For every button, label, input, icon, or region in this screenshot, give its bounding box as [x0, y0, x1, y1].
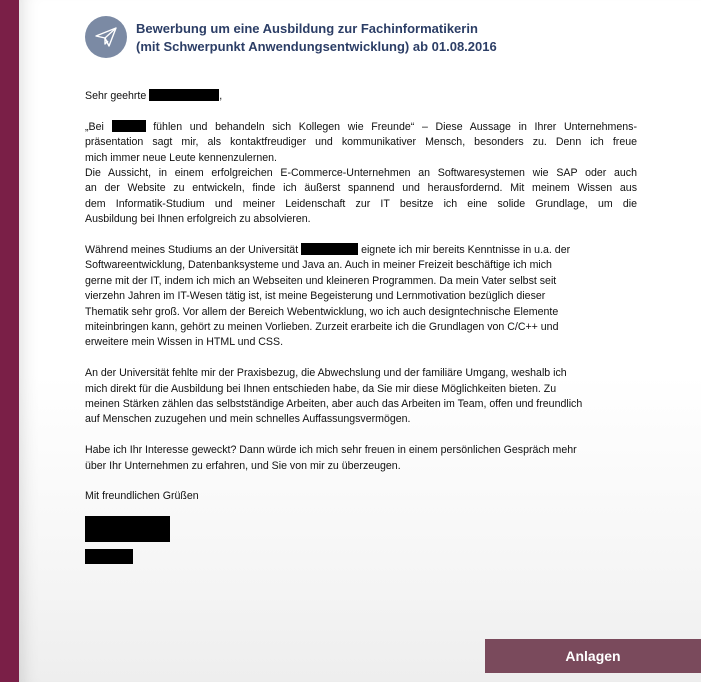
p3-line-3: meinen Stärken zählen das selbstständige Arbeiten, aber auch das Arbeiten im Team, offen und freundlich [85, 398, 583, 411]
p2-line-1 [85, 243, 637, 258]
letter-body [85, 89, 637, 505]
letter-header [85, 16, 645, 60]
salutation-comma: , [219, 90, 223, 102]
p4-line-1: Habe ich Ihr Interesse geweckt? Dann würde ich mich sehr freuen in einem persönlichen Gespräch mehr [85, 444, 577, 457]
p1-line-1 [85, 120, 637, 135]
salutation-text: Sehr geehrte [85, 90, 147, 102]
redacted-company [112, 120, 146, 132]
redacted-name [149, 89, 219, 101]
p2-line-7: erweitere mein Wissen in HTML und CSS. [85, 336, 284, 349]
p1-line-4: Die Aussicht, in einem erfolgreichen E-Commerce-Unternehmen an Softwaresystemen wie SAP oder auch [85, 167, 637, 180]
anlagen-button[interactable] [485, 639, 701, 673]
p2-line-3: gerne mit der IT, indem ich mich an Webseiten und kleineren Programmen. Da mein Vater selbst seit [85, 274, 557, 287]
p2-line-2: Softwareentwicklung, Datenbanksysteme und Java an. Auch in meiner Freizeit beschäftige ich mich [85, 259, 552, 272]
p1-l1-a: „Bei [85, 120, 104, 133]
p4-line-2: über Ihr Unternehmen zu erfahren, und Sie von mir zu überzeugen. [85, 459, 401, 472]
p2-line-4: vierzehn Jahren im IT-Wesen tätig ist, ist meine Begeisterung und Lernmotivation bezüglich dieser [85, 290, 546, 303]
paragraph-4 [85, 443, 637, 474]
p2-line-6: miteinbringen kann, gehört zu meinen Vorlieben. Zurzeit erarbeite ich die Grundlagen von C/C++ und [85, 321, 559, 334]
salutation [85, 89, 637, 104]
paragraph-3 [85, 366, 637, 428]
p2-l1-a: Während meines Studiums an der Universität [85, 244, 299, 257]
p1-l1-b: fühlen und behandeln sich Kollegen wie Freunde“ – Diese Aussage in Ihrer Unternehmens- [153, 120, 637, 133]
p2-line-5: Thematik sehr groß. Vor allem der Bereich Webentwicklung, wo ich auch designtechnische Elemente [85, 305, 559, 318]
closing: Mit freundlichen Grüßen [85, 490, 199, 503]
accent-side-bar [0, 0, 19, 682]
p1-line-2: präsentation sagt mir, als kontaktfreudiger und kommunikativer Mensch, besonders zu. Denn ich freue [85, 136, 637, 149]
anlagen-label: Anlagen [565, 648, 621, 664]
redacted-university [301, 243, 358, 255]
paragraph-2 [85, 243, 637, 351]
p1-line-3: mich immer neue Leute kennenzulernen. [85, 151, 277, 164]
redacted-signature-name [85, 516, 170, 542]
signature-block [85, 516, 170, 564]
paragraph-1 [85, 120, 637, 228]
p1-line-7: Ausbildung bei Ihnen erfolgreich zu absolvieren. [85, 213, 311, 226]
p2-l1-b: eignete ich mir bereits Kenntnisse in u.a. der [361, 244, 571, 257]
title-line-2: (mit Schwerpunkt Anwendungsentwicklung) ab 01.08.2016 [136, 39, 497, 54]
p1-line-5: an der Website zu entwickeln, finde ich äußerst spannend und herausfordernd. Mit meinem Wissen aus [85, 182, 637, 195]
paper-plane-glyph [94, 25, 118, 49]
redacted-signature-extra [85, 549, 133, 564]
letter-title [136, 20, 636, 56]
p3-line-2: mich direkt für die Ausbildung bei Ihnen entschieden habe, da Sie mir diese Möglichkeiten bieten. Zu [85, 382, 557, 395]
p3-line-1: An der Universität fehlte mir der Praxisbezug, die Abwechslung und der familiäre Umgang, weshalb ich [85, 367, 567, 380]
title-line-1: Bewerbung um eine Ausbildung zur Fachinformatikerin [136, 21, 478, 36]
paper-plane-icon [85, 16, 127, 58]
p3-line-4: auf Menschen zuzugehen und mein schnelles Auffassungsvermögen. [85, 413, 411, 426]
p1-line-6: dem Informatik-Studium und meiner Leidenschaft zur IT besitze ich eine solide Grundlage, um die [85, 197, 637, 210]
